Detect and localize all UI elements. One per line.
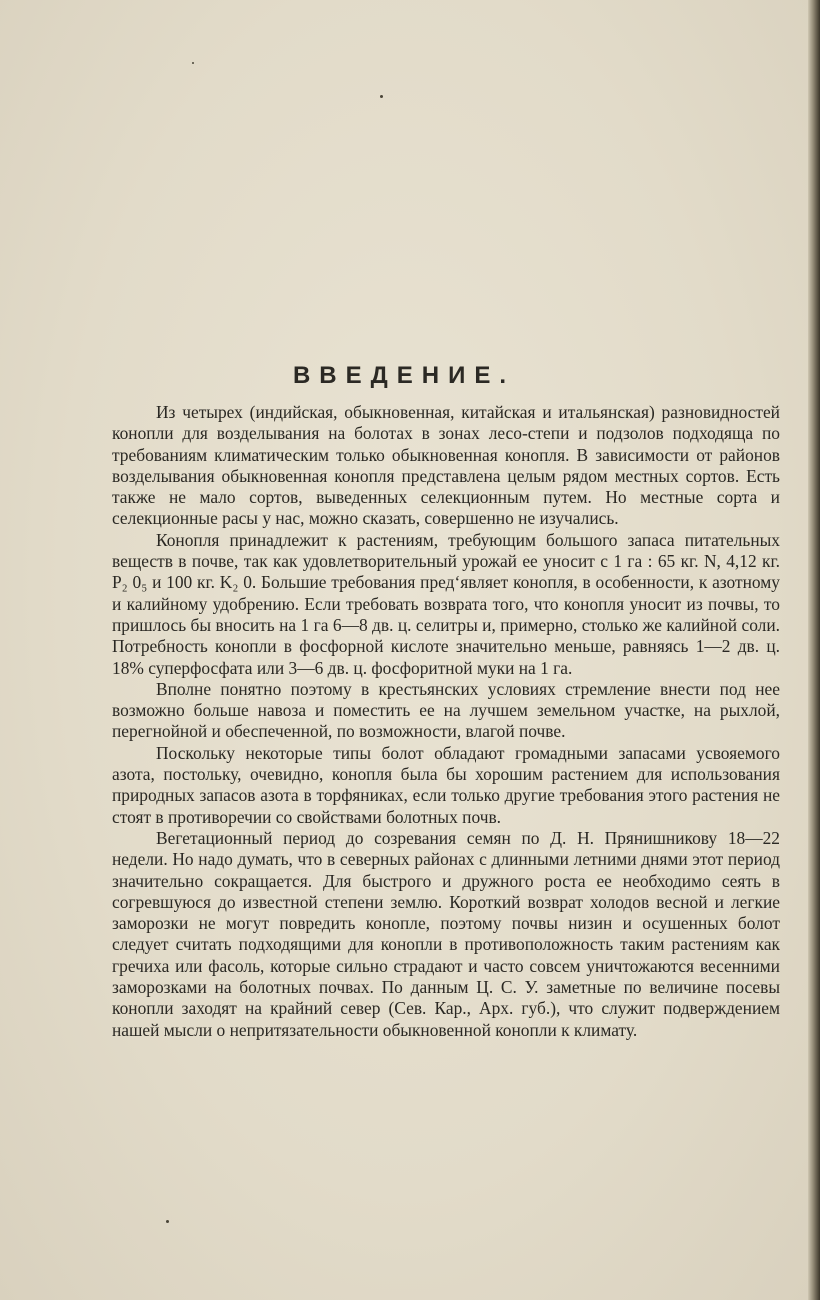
- page-edge-shadow: [808, 0, 820, 1300]
- paragraph: Вполне понятно поэтому в крестьянских условиях стремление внести под нее возможно больше навоза и поместить ее на лучшем земельном участке, на рыхлой, перегнойной и обеспеченной, по возможности, влагой почве.: [112, 678, 780, 742]
- paper-speck: [380, 95, 383, 98]
- paragraph: Поскольку некоторые типы болот обладают громадными запасами усвояемого азота, постольку, очевидно, конопля была бы хорошим растением для использования природных запасов азота в торфяниках, если только другие требования этого растения не стоят в противоречии со свойствами болотных почв.: [112, 742, 780, 827]
- paper-speck: [166, 1220, 169, 1223]
- paragraph: Конопля принадлежит к растениям, требующим большого запаса питательных веществ в почве, так как удовлетворительный урожай ее уносит с 1 га : 65 кг. N, 4,12 кг. P₂ 0₅ и 100 кг. K₂ 0. Большие требования пред‘являет конопля, в особенности, к азотному и калийному удобрению. Если требовать возврата того, что конопля уносит из почвы, то пришлось бы вносить на 1 га 6—8 дв. ц. селитры и, примерно, столько же калийной соли. Потребность конопли в фосфорной кислоте значительно меньше, равняясь 1—2 дв. ц. 18% суперфосфата или 3—6 дв. ц. фосфоритной муки на 1 га.: [112, 529, 780, 678]
- paragraph: Из четырех (индийская, обыкновенная, китайская и итальянская) разновидностей конопли для возделывания на болотах в зонах лесо-степи и подзолов подходяща по требованиям климатическим только обыкновенная конопля. В зависимости от районов возделывания обыкновенная конопля представлена целым рядом местных сортов. Есть также не мало сортов, выведенных селекционным путем. Но местные сорта и селекционные расы у нас, можно сказать, совершенно не изучались.: [112, 402, 780, 529]
- paper-speck: [192, 62, 194, 64]
- paragraph: Вегетационный период до созревания семян по Д. Н. Прянишникову 18—22 недели. Но надо думать, что в северных районах с длинными летними днями этот период значительно сокращается. Для быстрого и дружного роста ее необходимо сеять в согревшуюся до известной степени землю. Короткий возврат холодов весной и легкие заморозки не могут повредить конопле, поэтому почвы низин и осушенных болот следует считать подходящими для конопли в противоположность таким растениям как гречиха или фасоль, которые сильно страдают и часто совсем уничтожаются весенними заморозками на болотных почвах. По данным Ц. С. У. заметные по величине посевы конопли заходят на крайний север (Сев. Кар., Арх. губ.), что служит подверждением нашей мысли о непритязательности обыкновенной конопли к климату.: [112, 827, 780, 1040]
- page-title: ВВЕДЕНИЕ.: [292, 362, 516, 389]
- document-body: [112, 402, 780, 1041]
